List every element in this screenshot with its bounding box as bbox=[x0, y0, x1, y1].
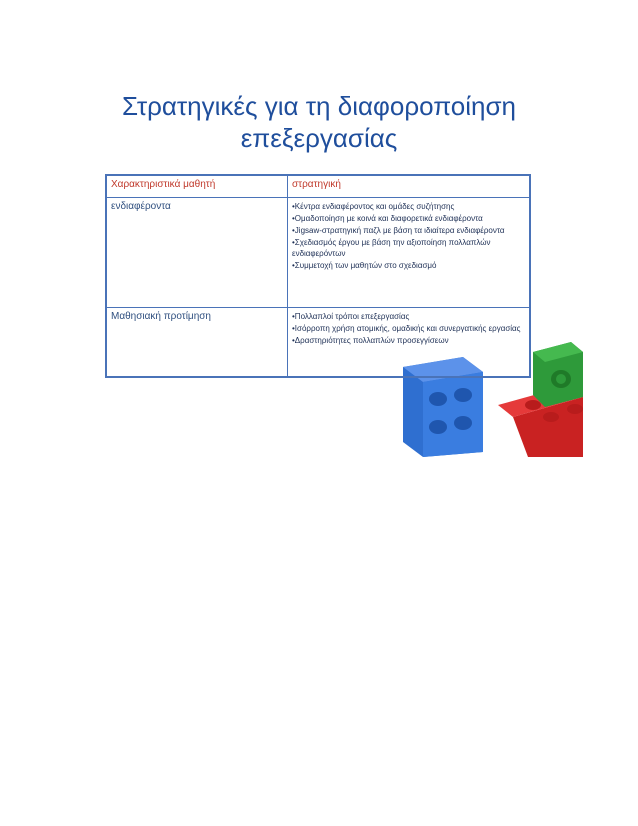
strategies-table bbox=[105, 174, 531, 378]
strategy-item: •Ισόρροπη χρήση ατομικής, ομαδικής και συνεργατικής εργασίας bbox=[292, 323, 521, 333]
title-line-1: Στρατηγικές για τη διαφοροποίηση bbox=[121, 91, 516, 121]
slide bbox=[63, 72, 575, 456]
strategy-item: •Σχεδιασμός έργου με βάση την αξιοποίηση πολλαπλών ενδιαφερόντων bbox=[292, 237, 491, 258]
header-cell-strategy: στρατηγική bbox=[288, 175, 531, 197]
feature-cell: ενδιαφέροντα bbox=[106, 197, 288, 307]
table-row bbox=[106, 307, 530, 377]
table-row bbox=[106, 197, 530, 307]
strategy-item: •Πολλαπλοί τρόποι επεξεργασίας bbox=[292, 311, 410, 321]
table-header-row bbox=[106, 175, 530, 197]
strategy-item: •Κέντρα ενδιαφέροντος και ομάδες συζήτησης bbox=[292, 201, 455, 211]
strategy-cell bbox=[288, 307, 531, 377]
header-cell-feature: Χαρακτηριστικά μαθητή bbox=[106, 175, 288, 197]
feature-cell: Μαθησιακή προτίμηση bbox=[106, 307, 288, 377]
title-line-2: επεξεργασίας bbox=[240, 123, 398, 153]
strategy-item: •Jigsaw-στρατηγική παζλ με βάση τα ιδιαίτερα ενδιαφέροντα bbox=[292, 225, 505, 235]
strategy-item: •Δραστηριότητες πολλαπλών προσεγγίσεων bbox=[292, 335, 449, 345]
strategy-item: •Ομαδοποίηση με κοινά και διαφορετικά ενδιαφέροντα bbox=[292, 213, 483, 223]
slide-title bbox=[63, 90, 575, 154]
green-brick bbox=[533, 342, 583, 407]
strategy-cell bbox=[288, 197, 531, 307]
strategy-item: •Συμμετοχή των μαθητών στο σχεδιασμό bbox=[292, 260, 437, 270]
